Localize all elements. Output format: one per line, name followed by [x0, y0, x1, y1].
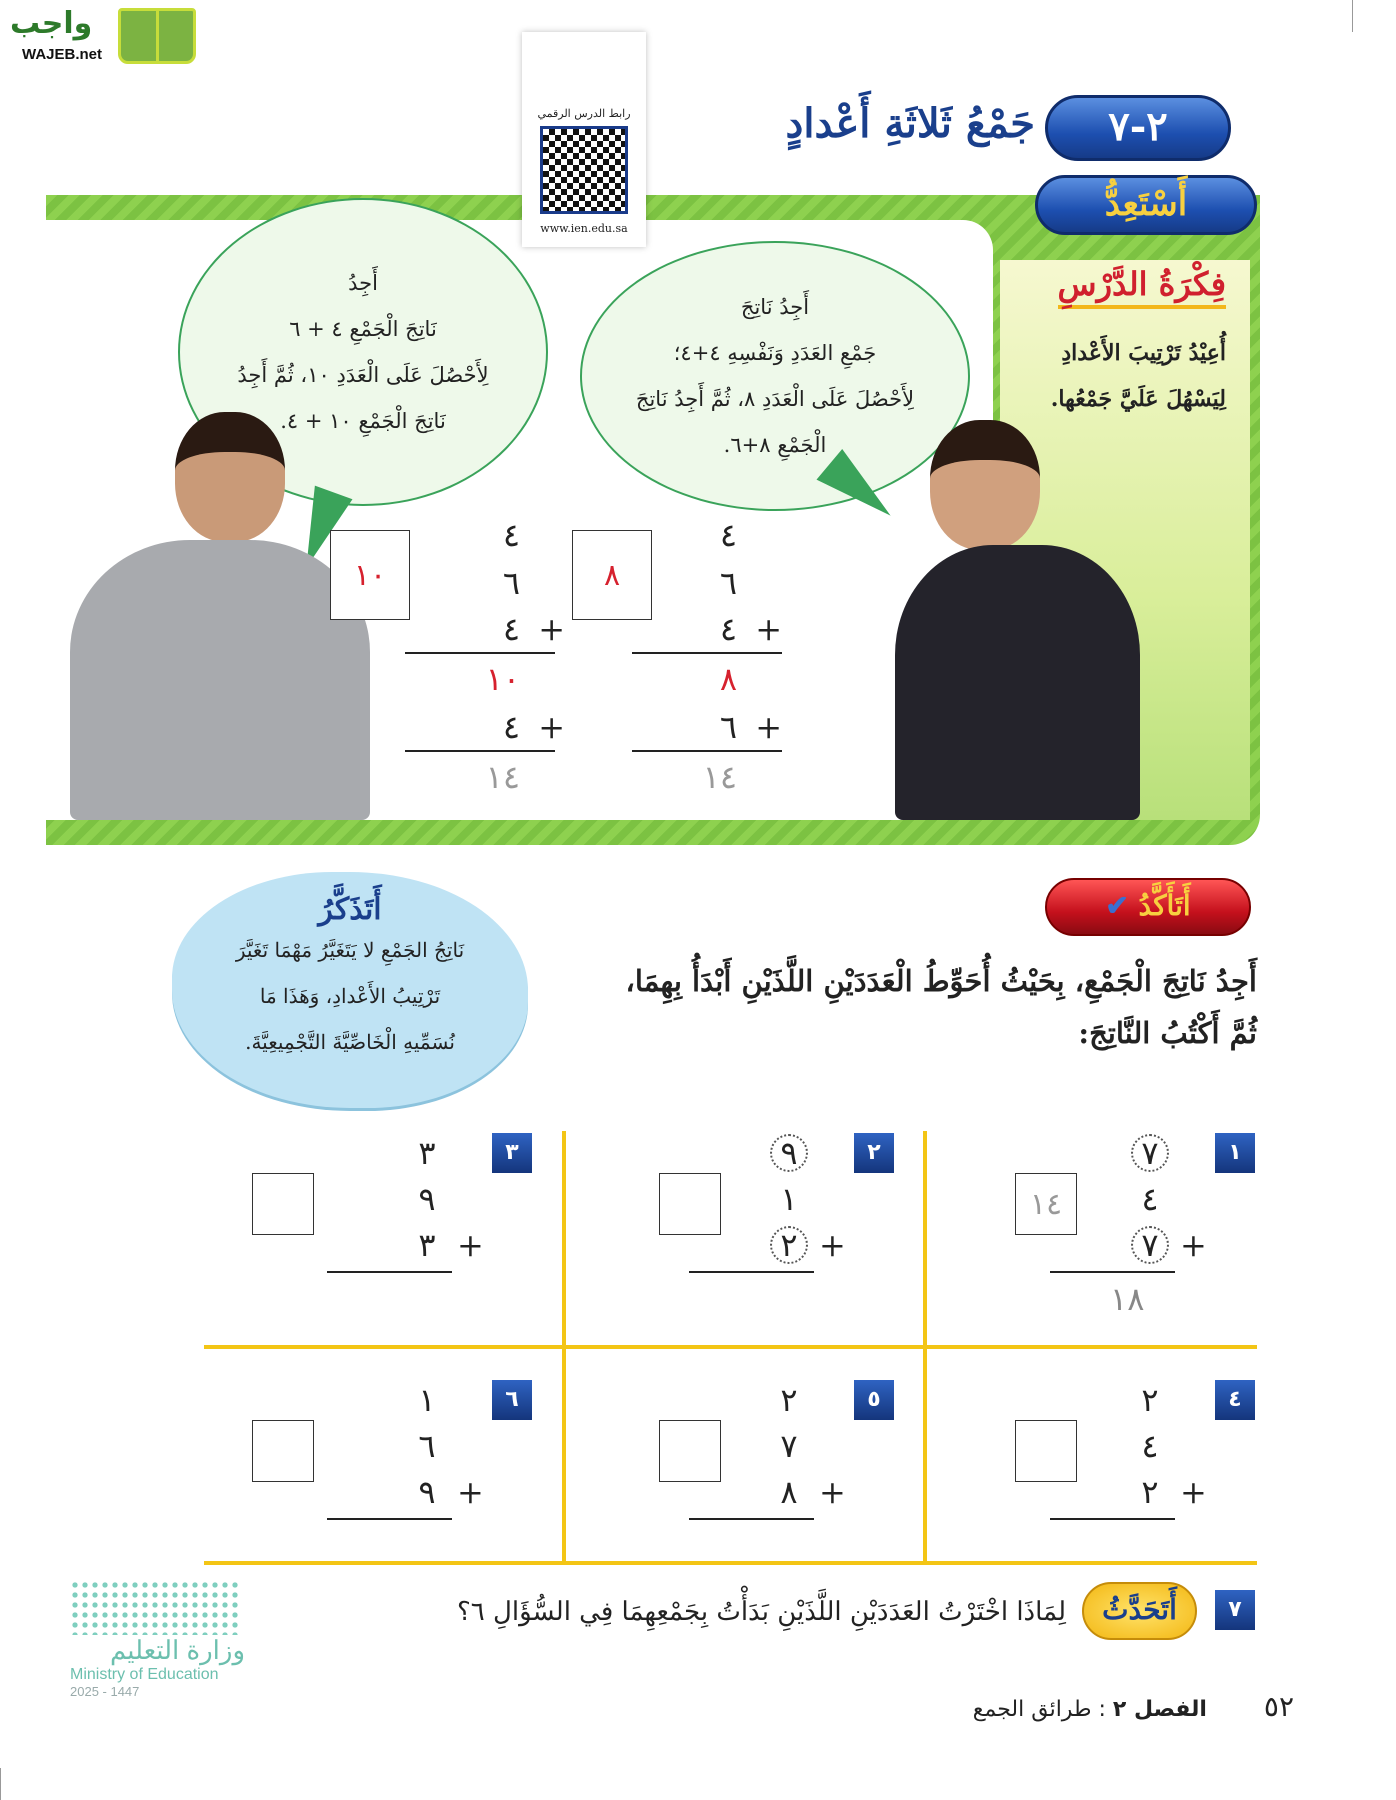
answer-box: ١٠ [330, 530, 410, 620]
plus-sign: + [457, 1473, 484, 1511]
bubble-line: نَاتِجَ الْجَمْعِ ١٠ + ٤. [280, 409, 446, 433]
problem-addend [1128, 1133, 1172, 1173]
remember-line: تَرْتِيبُ الأَعْدادِ، وَهَذَا مَا [259, 984, 441, 1008]
problem-addend [1128, 1225, 1172, 1265]
remember-cloud [172, 872, 528, 1108]
bubble-line: الْجَمْعِ ٨+٦. [723, 433, 827, 457]
problem-number-badge: ٤ [1215, 1380, 1255, 1420]
answer-box: ٨ [572, 530, 652, 620]
addend-value: ٣ [418, 1226, 436, 1264]
addend-value: ٧ [1131, 1226, 1169, 1264]
example-right [572, 515, 782, 805]
question-7-text: لِمَاذَا اخْتَرْتُ العَدَدَيْنِ اللَّذَيْنِ بَدَأْتُ بِجَمْعِهِمَا فِي السُّؤَالِ ٦؟ [456, 1597, 1066, 1627]
boy-right-head [930, 420, 1040, 550]
sum-line [327, 1271, 452, 1273]
instructions [550, 955, 1257, 1059]
book-icon [118, 8, 196, 64]
result: ١٤ [702, 758, 737, 796]
addend-value: ٣ [418, 1134, 436, 1172]
result: ١٤ [485, 758, 520, 796]
question-7-badge: ٧ [1215, 1590, 1255, 1630]
lesson-number-badge: ٢-٧ [1045, 95, 1231, 161]
plus-sign: + [819, 1473, 846, 1511]
bubble-line: أَجِدُ نَاتِجَ [740, 295, 810, 319]
problem-addend [767, 1133, 811, 1173]
ministry-english: Ministry of Education [70, 1666, 219, 1683]
ministry-arabic: وزارة التعليم [109, 1635, 245, 1665]
answer-box[interactable] [252, 1173, 314, 1235]
chapter-topic: طرائق الجمع [972, 1697, 1092, 1722]
problem-addend [767, 1225, 811, 1265]
sum-line [632, 652, 782, 654]
grid-divider [204, 1561, 1257, 1565]
plus-sign: + [538, 610, 565, 648]
talk-label: أَتَحَدَّثُ [1082, 1582, 1197, 1640]
problem-number-badge: ٢ [854, 1133, 894, 1173]
lesson-idea-text: أُعِيْدُ تَرْتِيبَ الأَعْدادِ لِيَسْهُلَ عَلَيَّ جَمْعُها. [1050, 340, 1226, 412]
sum-line [327, 1518, 452, 1520]
problem-addend [405, 1179, 449, 1219]
addend-value: ٤ [1141, 1180, 1159, 1218]
checkmark-icon: ✔ [1105, 889, 1129, 922]
problem-number-badge: ١ [1215, 1133, 1255, 1173]
grid-divider [204, 1345, 1257, 1349]
addend-value: ٨ [780, 1473, 798, 1511]
sum-line [632, 750, 782, 752]
addend: ٦ [719, 564, 737, 602]
addend-value: ١ [780, 1180, 798, 1218]
wajeb-logo [10, 6, 190, 64]
qr-code[interactable] [540, 126, 628, 214]
partial-sum: ١٠ [485, 660, 520, 698]
check-label [1045, 878, 1251, 936]
boy-right-illustration [895, 545, 1140, 820]
answer-box[interactable] [252, 1420, 314, 1482]
qr-caption: رابط الدرس الرقمي [537, 107, 631, 120]
answer-box[interactable] [659, 1420, 721, 1482]
addend-value: ٤ [1141, 1427, 1159, 1465]
addend: ٤ [719, 516, 737, 554]
boy-left-head [175, 412, 285, 542]
partial-sum: ٨ [719, 660, 737, 698]
addend: ٤ [502, 610, 520, 648]
problem-addend [767, 1380, 811, 1420]
speech-bubble-right [580, 241, 970, 511]
qr-card[interactable] [522, 32, 646, 247]
problem-number-badge: ٥ [854, 1380, 894, 1420]
problem-addend [1128, 1380, 1172, 1420]
problem-addend [767, 1472, 811, 1512]
sum-line [689, 1518, 814, 1520]
page-number: ٥٢ [1263, 1690, 1294, 1723]
addend: ٤ [502, 708, 520, 746]
problem-number-badge: ٦ [492, 1380, 532, 1420]
problem-addend [405, 1225, 449, 1265]
plus-sign: + [819, 1226, 846, 1264]
bubble-line: لِأَحْصُلَ عَلَى الْعَدَدِ ١٠، ثُمَّ أَجِدُ [237, 363, 489, 387]
plus-sign: + [538, 708, 565, 746]
bubble-line: لِأَحْصُلَ عَلَى الْعَدَدِ ٨، ثُمَّ أَجِدُ نَاتِجَ [635, 387, 915, 411]
addend: ٤ [502, 516, 520, 554]
crop-mark [0, 1768, 1, 1800]
lesson-idea-heading: فِكْرَةُ الدَّرْسِ [1058, 265, 1226, 309]
problem-number-badge: ٣ [492, 1133, 532, 1173]
ministry-logo [70, 1580, 270, 1699]
ministry-year: 2025 - 1447 [70, 1684, 140, 1699]
addend-value: ٢ [1141, 1473, 1159, 1511]
plus-sign: + [457, 1226, 484, 1264]
qr-url[interactable]: www.ien.edu.sa [540, 222, 628, 235]
chapter-label: الفصل ٢ [1112, 1697, 1207, 1722]
problem-addend [405, 1472, 449, 1512]
addend: ٤ [719, 610, 737, 648]
answer-box[interactable]: ١٤ [1015, 1173, 1077, 1235]
answer-box[interactable] [659, 1173, 721, 1235]
addend-value: ٩ [418, 1180, 436, 1218]
get-ready-label: أَسْتَعِدُّ [1035, 175, 1257, 235]
check-text: أَتَأَكَّدُ [1138, 889, 1191, 922]
plus-sign: + [1180, 1226, 1207, 1264]
logo-latin: WAJEB.net [22, 46, 103, 63]
plus-sign: + [755, 708, 782, 746]
problem-addend [405, 1133, 449, 1173]
addend-value: ٢ [780, 1381, 798, 1419]
problem-addend [405, 1380, 449, 1420]
ministry-dots-icon [70, 1580, 240, 1635]
addend: ٦ [719, 708, 737, 746]
addend-value: ١ [418, 1381, 436, 1419]
addend-value: ٢ [1141, 1381, 1159, 1419]
addend-value: ٩ [418, 1473, 436, 1511]
remember-line: نُسَمِّيهِ الْخَاصِّيَّةَ التَّجْمِيعِيَّةَ. [245, 1030, 455, 1054]
problem-addend [767, 1179, 811, 1219]
boy-left-illustration [70, 540, 370, 820]
example-left [330, 515, 565, 805]
problem-addend [767, 1426, 811, 1466]
bubble-line: أَجِدُ [348, 271, 378, 295]
addend-value: ٦ [418, 1427, 436, 1465]
instruction-line: أَجِدُ نَاتِجَ الْجَمْعِ، بِحَيْثُ أُحَوِّطُ الْعَدَدَيْنِ اللَّذَيْنِ أَبْدَأُ بِهِمَا، [625, 964, 1257, 998]
instruction-line: ثُمَّ أَكْتُبُ النَّاتِجَ: [1078, 1016, 1257, 1050]
plus-sign: + [1180, 1473, 1207, 1511]
crop-mark [1352, 0, 1353, 32]
problem-addend [1128, 1472, 1172, 1512]
addend: ٦ [502, 564, 520, 602]
lesson-title: جَمْعُ ثَلاثَةِ أَعْدادٍ [785, 100, 1035, 147]
addend-value: ٧ [780, 1427, 798, 1465]
footer-separator: : [1098, 1697, 1106, 1722]
sum-line [1050, 1271, 1175, 1273]
remember-line: نَاتِجُ الجَمْعِ لا يَتَغَيَّرُ مَهْمَا تَغَيَّرَ [235, 938, 465, 962]
addend-value: ٢ [770, 1226, 808, 1264]
logo-arabic: واجب [10, 6, 93, 41]
page-footer [973, 1690, 1294, 1723]
sum-line [1050, 1518, 1175, 1520]
problem-addend [1128, 1426, 1172, 1466]
sum-line [405, 652, 555, 654]
addend-value: ٩ [770, 1134, 808, 1172]
problem-addend [1128, 1179, 1172, 1219]
answer-box[interactable] [1015, 1420, 1077, 1482]
plus-sign: + [755, 610, 782, 648]
sum-line [405, 750, 555, 752]
remember-heading: أَتَذَكَّرُ [318, 892, 382, 927]
result: ١٨ [1110, 1280, 1145, 1318]
bubble-line: جَمْعِ العَدَدِ وَنَفْسِهِ ٤+٤؛ [673, 341, 877, 365]
sum-line [689, 1271, 814, 1273]
addend-value: ٧ [1131, 1134, 1169, 1172]
problem-addend [405, 1426, 449, 1466]
bubble-line: نَاتِجَ الْجَمْعِ ٤ + ٦ [289, 317, 437, 341]
